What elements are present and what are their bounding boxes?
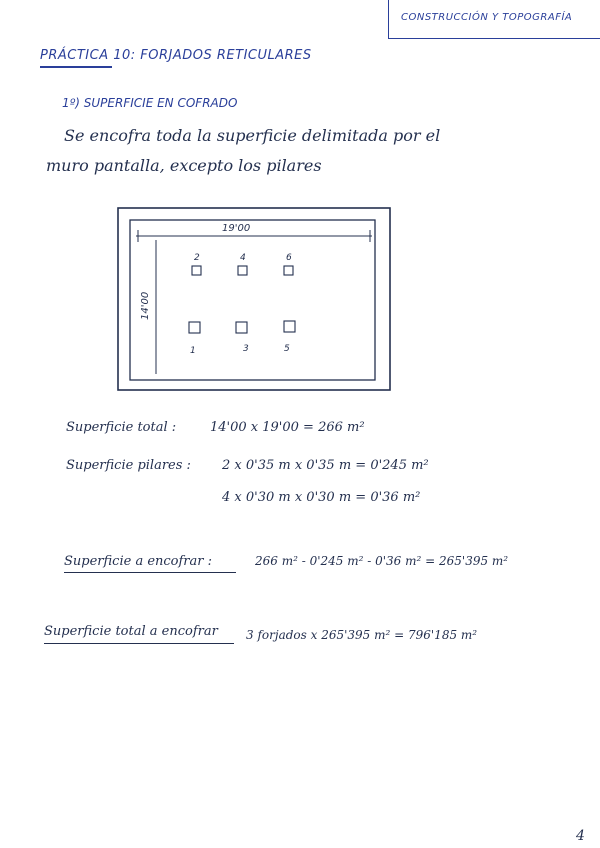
practice-number: PRÁCTICA 10: xyxy=(40,48,136,63)
pillar-label-5: 5 xyxy=(284,344,290,354)
pillar-label-3: 3 xyxy=(243,344,249,354)
pillar-label-2: 2 xyxy=(194,253,200,263)
pillar-2 xyxy=(192,253,201,275)
practice-topic: FORJADOS RETICULARES xyxy=(140,48,312,63)
header-box xyxy=(388,0,600,39)
total-surface-value: 14'00 x 19'00 = 266 m² xyxy=(210,420,365,435)
total-formwork-value: 3 forjados x 265'395 m² = 796'185 m² xyxy=(246,628,478,642)
pillar-label-4: 4 xyxy=(240,253,246,263)
paragraph-line-1: Se encofra toda la superficie delimitada por el xyxy=(64,126,441,145)
total-formwork-underline xyxy=(44,643,234,644)
width-label: 19'00 xyxy=(222,223,251,234)
section-heading: 1º) SUPERFICIE EN COFRADO xyxy=(62,96,238,110)
formwork-label-underline xyxy=(64,572,236,573)
pillars-surface-line-1: 2 x 0'35 m x 0'35 m = 0'245 m² xyxy=(222,458,429,473)
pillar-label-6: 6 xyxy=(286,253,292,263)
practice-title xyxy=(40,48,312,63)
paragraph-line-2: muro pantalla, excepto los pilares xyxy=(46,156,322,175)
pillar-6 xyxy=(284,253,293,275)
total-formwork-label: Superficie total a encofrar xyxy=(44,624,218,639)
pillars-surface-label: Superficie pilares : xyxy=(66,458,191,473)
floor-plan-diagram xyxy=(110,200,400,400)
height-label: 14'00 xyxy=(140,291,151,320)
total-surface-label: Superficie total : xyxy=(66,420,177,435)
formwork-surface-label: Superficie a encofrar : xyxy=(64,554,213,569)
outer-wall xyxy=(118,208,390,390)
formwork-surface-value: 266 m² - 0'245 m² - 0'36 m² = 265'395 m² xyxy=(255,554,509,568)
pillar-5 xyxy=(284,321,295,354)
pillar-4 xyxy=(238,253,247,275)
pillar-label-1: 1 xyxy=(190,346,196,356)
title-underline xyxy=(40,66,112,68)
page-number: 4 xyxy=(576,828,585,844)
inner-wall xyxy=(130,220,375,380)
course-title: CONSTRUCCIÓN Y TOPOGRAFÍA xyxy=(401,12,573,23)
pillar-3 xyxy=(236,322,249,354)
pillar-1 xyxy=(189,322,200,356)
pillars-surface-line-2: 4 x 0'30 m x 0'30 m = 0'36 m² xyxy=(222,490,421,505)
